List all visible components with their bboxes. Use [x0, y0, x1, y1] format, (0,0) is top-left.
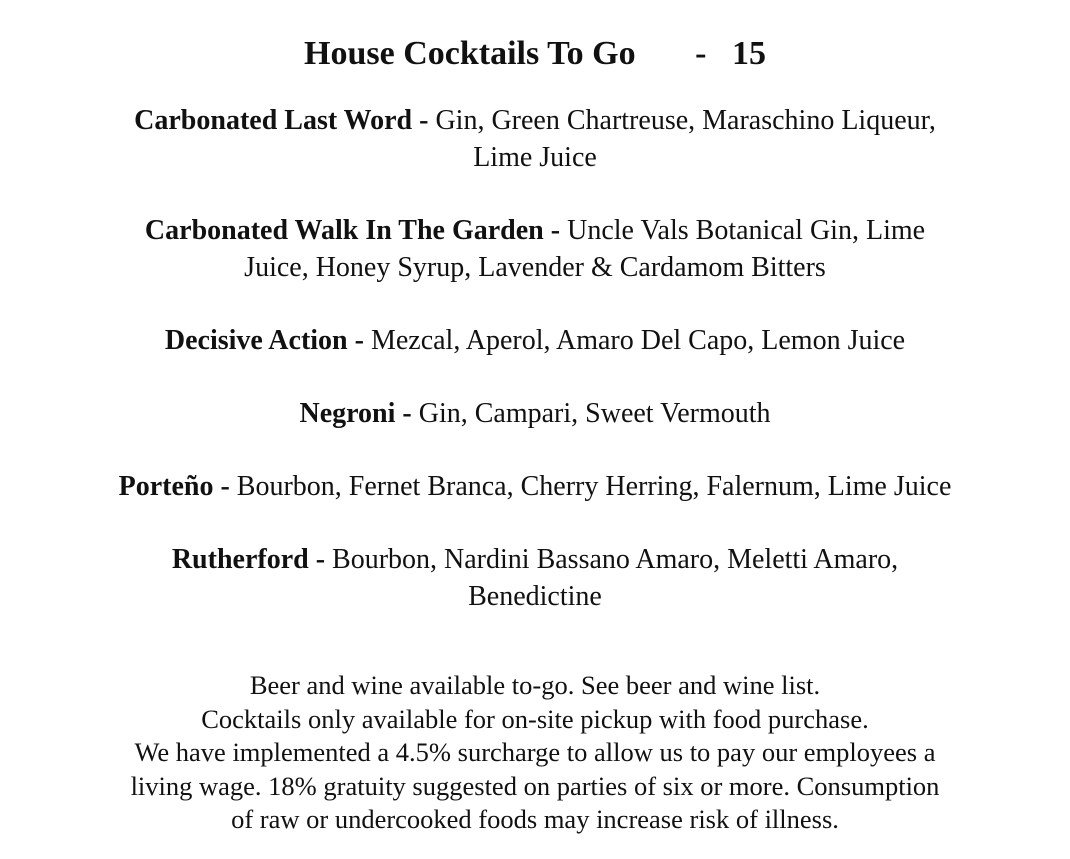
item-ingredients-continued: Benedictine [468, 581, 602, 612]
item-ingredients-continued: Lime Juice [473, 142, 597, 173]
item-name: Porteño - [118, 471, 230, 502]
note-surcharge: We have implemented a 4.5% surcharge to allow us to pay our employees a [134, 737, 936, 767]
note-gratuity: living wage. 18% gratuity suggested on parties of six or more. Consumption [130, 770, 940, 801]
item-name: Rutherford - [171, 544, 326, 575]
menu-item-carbonated-last-word [55, 102, 1015, 176]
item-ingredients-continued: Juice, Honey Syrup, Lavender & Cardamom Bitters [244, 252, 826, 283]
item-ingredients: Bourbon, Fernet Branca, Cherry Herring, Falernum, Lime Juice [236, 471, 952, 502]
note-consumption-warning: of raw or undercooked foods may increase risk of illness. [231, 804, 839, 834]
item-name: Negroni - [299, 398, 412, 429]
menu-notes [0, 669, 1070, 837]
title-separator: - [695, 35, 707, 72]
item-name: Carbonated Walk In The Garden - [144, 215, 561, 246]
item-name: Carbonated Last Word - [134, 105, 429, 136]
menu-item-negroni [55, 395, 1015, 432]
menu-item-rutherford [55, 541, 1015, 615]
item-name: Decisive Action - [164, 325, 364, 356]
item-ingredients: Gin, Green Chartreuse, Maraschino Liqueur, [435, 105, 936, 136]
item-ingredients: Mezcal, Aperol, Amaro Del Capo, Lemon Juice [370, 325, 906, 356]
item-ingredients: Gin, Campari, Sweet Vermouth [418, 398, 771, 429]
item-ingredients: Uncle Vals Botanical Gin, Lime [567, 215, 926, 246]
menu-price: 15 [731, 35, 766, 72]
menu-title-row [0, 32, 1070, 76]
menu-title: House Cocktails To Go [304, 35, 636, 72]
menu-item-decisive-action [55, 322, 1015, 359]
note-beer-wine: Beer and wine available to-go. See beer and wine list. [249, 670, 821, 700]
item-ingredients: Bourbon, Nardini Bassano Amaro, Meletti Amaro, [332, 544, 899, 575]
menu-item-carbonated-walk-in-the-garden [55, 212, 1015, 286]
note-pickup-policy: Cocktails only available for on-site pickup with food purchase. [201, 703, 869, 734]
menu-item-porteno [55, 468, 1015, 505]
